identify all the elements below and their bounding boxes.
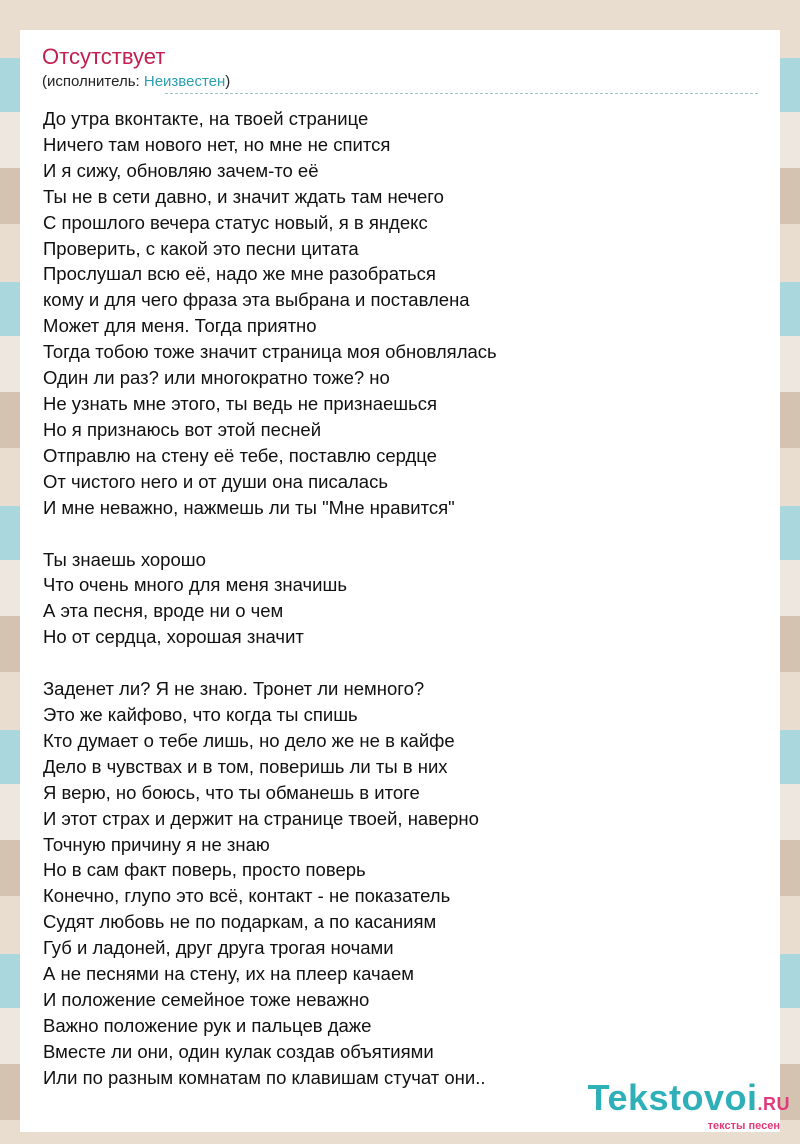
artist-link[interactable]: Неизвестен <box>143 73 226 90</box>
logo-wordmark <box>587 1077 790 1122</box>
lyric-line: Не узнать мне этого, ты ведь не признаешься <box>43 392 438 414</box>
lyric-line: кому и для чего фраза эта выбрана и поставлена <box>43 289 470 311</box>
lyric-line: Важно положение рук и пальцев даже <box>43 1014 372 1036</box>
lyric-line: С прошлого вечера статус новый, я в яндекс <box>43 211 428 233</box>
lyric-line: Отправлю на стену её тебе, поставлю сердце <box>43 444 437 466</box>
lyrics-body <box>43 106 743 1117</box>
song-title: Отсутствует <box>42 44 166 69</box>
lyric-line: А эта песня, вроде ни о чем <box>43 600 284 622</box>
lyric-line: Ты не в сети давно, и значит ждать там нечего <box>43 185 444 207</box>
lyric-line: Губ и ладоней, друг друга трогая ночами <box>43 937 394 959</box>
lyric-line: Это же кайфово, что когда ты спишь <box>43 704 358 726</box>
lyric-line: Точную причину я не знаю <box>43 833 270 855</box>
lyric-line: От чистого него и от души она писалась <box>43 470 388 492</box>
lyric-line: Вместе ли они, один кулак создав объятиями <box>43 1040 434 1062</box>
verse-3 <box>43 676 743 1091</box>
lyric-line: Один ли раз? или многократно тоже? но <box>43 367 390 389</box>
verse-2 <box>43 547 743 651</box>
lyric-line: Прослушал всю её, надо же мне разобраться <box>43 263 436 285</box>
lyric-line: И положение семейное тоже неважно <box>43 989 370 1010</box>
lyric-line: Дело в чувствах и в том, поверишь ли ты в них <box>43 755 448 777</box>
lyric-line: Проверить, с какой это песни цитата <box>43 237 359 259</box>
lyric-line: До утра вконтакте, на твоей странице <box>43 108 369 129</box>
lyric-line: Но я признаюсь вот этой песней <box>43 418 322 440</box>
lyric-line: Конечно, глупо это всё, контакт - не показатель <box>43 885 451 907</box>
lyric-line: Но от сердца, хорошая значит <box>43 626 304 648</box>
verse-1 <box>43 106 743 521</box>
artist-line <box>42 72 230 92</box>
artist-suffix: ) <box>225 73 231 90</box>
lyric-line: Заденет ли? Я не знаю. Тронет ли немного? <box>43 678 425 700</box>
lyric-line: Я верю, но боюсь, что ты обманешь в итоге <box>43 781 420 803</box>
site-logo[interactable] <box>587 1077 790 1132</box>
lyric-line: И этот страх и держит на странице твоей, наверно <box>43 807 479 829</box>
lyrics-sheet <box>20 30 780 1132</box>
logo-name: Tekstovoi <box>587 1077 758 1118</box>
lyric-line: Но в сам факт поверь, просто поверь <box>43 859 366 881</box>
lyric-line: Кто думает о тебе лишь, но дело же не в кайфе <box>43 729 455 751</box>
logo-domain: .RU <box>757 1094 790 1114</box>
lyric-line: А не песнями на стену, их на плеер качаем <box>43 963 414 985</box>
lyric-line: Тогда тобою тоже значит страница моя обновлялась <box>43 341 497 363</box>
lyric-line: Ты знаешь хорошо <box>43 548 206 570</box>
lyric-line: Или по разным комнатам по клавишам стучат они.. <box>43 1066 486 1088</box>
title-divider <box>165 93 758 94</box>
lyric-line: Судят любовь не по подаркам, а по касаниям <box>43 911 437 933</box>
logo-tagline: тексты песен <box>707 1120 780 1132</box>
lyric-line: Что очень много для меня значишь <box>43 574 347 596</box>
lyric-line: Может для меня. Тогда приятно <box>43 315 317 337</box>
artist-prefix: (исполнитель: <box>42 73 144 90</box>
lyric-line: И мне неважно, нажмешь ли ты "Мне нравится" <box>43 496 455 518</box>
lyric-line: И я сижу, обновляю зачем-то её <box>43 159 319 181</box>
lyric-line: Ничего там нового нет, но мне не спится <box>43 133 391 155</box>
